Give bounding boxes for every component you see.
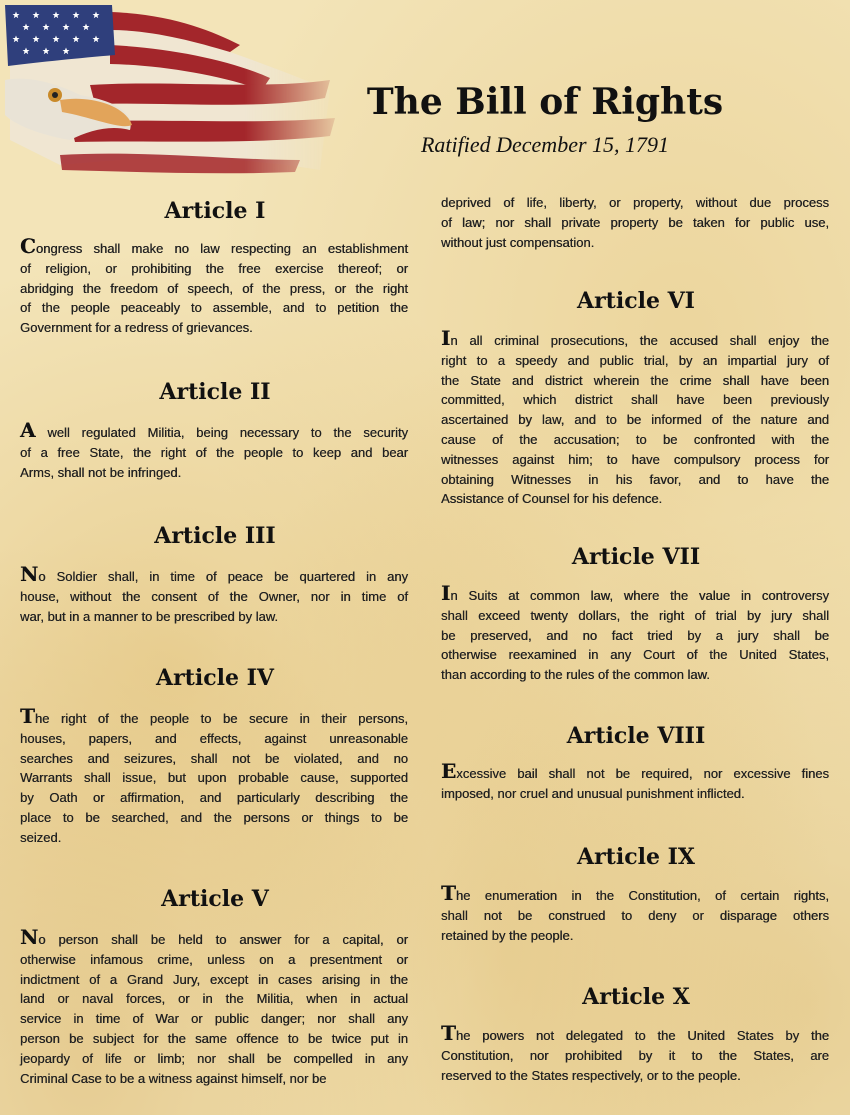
article-text <box>441 759 829 804</box>
text-line: by Oath or affirmation, and particularly describing the <box>20 790 408 806</box>
text-line: without just compensation. <box>441 234 595 250</box>
text-line: of a free State, the right of the people to keep and bear <box>20 444 408 460</box>
article-heading: Article II <box>159 379 271 405</box>
article-text <box>441 881 829 945</box>
drop-cap: I <box>441 326 451 350</box>
text-line: In Suits at common law, where the value in controversy <box>441 581 829 605</box>
article-text <box>20 418 408 482</box>
text-line: Government for a redress of grievances. <box>20 320 253 336</box>
text-line: of the people peaceably to assemble, and to petition the <box>20 300 408 316</box>
ratified-date: Ratified December 15, 1791 <box>420 132 670 157</box>
article-heading: Article IX <box>577 844 695 870</box>
text-line: right to a speedy and public trial, by an impartial jury of <box>441 352 829 368</box>
text-line: be preserved, and no fact tried by a jury shall be <box>441 627 829 643</box>
drop-cap: I <box>441 581 451 605</box>
text-line: abridging the freedom of speech, of the press, or the right <box>20 280 408 296</box>
text-line: person be subject for the same offence to be twice put in <box>20 1030 408 1046</box>
text-line: The powers not delegated to the United States by the <box>441 1021 829 1045</box>
drop-cap: E <box>441 759 457 783</box>
article-text <box>441 1021 829 1085</box>
text-line: reserved to the States respectively, or to the people. <box>441 1067 741 1083</box>
text-line: than according to the rules of the common law. <box>441 667 710 683</box>
text-line: shall exceed twenty dollars, the right of trial by jury shall <box>441 607 829 623</box>
article-heading: Article V <box>161 886 269 912</box>
text-line: retained by the people. <box>441 927 574 943</box>
article-heading: Article VI <box>577 288 695 314</box>
drop-cap: T <box>441 1021 456 1045</box>
article-text-continued <box>441 193 829 252</box>
text-line: The right of the people to be secure in their persons, <box>20 704 408 728</box>
text-line: of law; nor shall private property be taken for public use, <box>441 214 829 230</box>
text-line: of religion, or prohibiting the free exercise thereof; or <box>20 260 408 276</box>
text-line: committed, which district shall have been previously <box>441 392 829 408</box>
text-line: Assistance of Counsel for his defence. <box>441 491 663 507</box>
text-line: house, without the consent of the Owner, nor in time of <box>20 588 408 604</box>
text-line: seized. <box>20 829 62 845</box>
article-heading: Article X <box>582 984 690 1010</box>
text-line: cause of the accusation; to be confronted with the <box>441 431 829 447</box>
text-line: war, but in a manner to be prescribed by law. <box>20 608 278 624</box>
text-line: The enumeration in the Constitution, of certain rights, <box>441 881 829 905</box>
article-heading: Article VIII <box>566 723 706 749</box>
article-text <box>20 234 408 338</box>
drop-cap: T <box>441 881 456 905</box>
text-line: shall not be construed to deny or disparage others <box>441 907 829 923</box>
drop-cap: C <box>20 234 36 258</box>
drop-cap: N <box>20 562 39 586</box>
text-line: A well regulated Militia, being necessary to the security <box>20 418 408 442</box>
text-line: Criminal Case to be a witness against himself, nor be <box>20 1070 327 1086</box>
article-text <box>20 562 408 626</box>
text-line: obtaining Witnesses in his favor, and to have the <box>441 471 829 487</box>
text-line: ascertained by law, and to be informed of the nature and <box>441 412 829 428</box>
text-line: otherwise reexamined in any Court of the United States, <box>441 647 829 663</box>
article-text <box>441 581 829 685</box>
text-line: No person shall be held to answer for a capital, or <box>20 925 408 949</box>
text-line: otherwise infamous crime, unless on a presentment or <box>20 951 408 967</box>
text-line: Excessive bail shall not be required, nor excessive fines <box>441 759 829 783</box>
text-line: indictment of a Grand Jury, except in cases arising in the <box>20 971 408 987</box>
drop-cap: A <box>20 418 36 442</box>
article-heading: Article IV <box>156 665 274 691</box>
text-line: deprived of life, liberty, or property, without due process <box>441 195 829 210</box>
article-text <box>441 326 829 509</box>
drop-cap: T <box>20 704 35 728</box>
text-line: houses, papers, and effects, against unreasonable <box>20 730 408 746</box>
text-line: service in time of War or public danger; nor shall any <box>20 1011 408 1027</box>
article-heading: Article III <box>154 523 276 549</box>
text-line: Arms, shall not be infringed. <box>20 464 182 480</box>
text-line: Congress shall make no law respecting an establishment <box>20 234 408 258</box>
text-line: No Soldier shall, in time of peace be quartered in any <box>20 562 408 586</box>
text-line: In all criminal prosecutions, the accused shall enjoy the <box>441 326 829 350</box>
text-line: Constitution, nor prohibited by it to the States, are <box>441 1047 829 1063</box>
page-title: The Bill of Rights <box>366 81 724 123</box>
text-line: jeopardy of life or limb; nor shall be compelled in any <box>20 1050 408 1066</box>
drop-cap: N <box>20 925 39 949</box>
text-line: Warrants shall issue, but upon probable cause, supported <box>20 770 408 786</box>
article-text <box>20 925 408 1088</box>
eagle-flag-illustration <box>0 0 350 180</box>
article-text <box>20 704 408 848</box>
text-line: witnesses against him; to have compulsory process for <box>441 451 829 467</box>
text-line: searches and seizures, shall not be violated, and no <box>20 750 408 766</box>
article-heading: Article I <box>164 198 266 224</box>
text-line: land or naval forces, or in the Militia, when in actual <box>20 991 408 1007</box>
article-heading: Article VII <box>571 544 701 570</box>
text-line: the State and district wherein the crime shall have been <box>441 372 829 388</box>
text-line: place to be searched, and the persons or things to be <box>20 809 408 825</box>
text-line: imposed, nor cruel and unusual punishment inflicted. <box>441 785 745 801</box>
